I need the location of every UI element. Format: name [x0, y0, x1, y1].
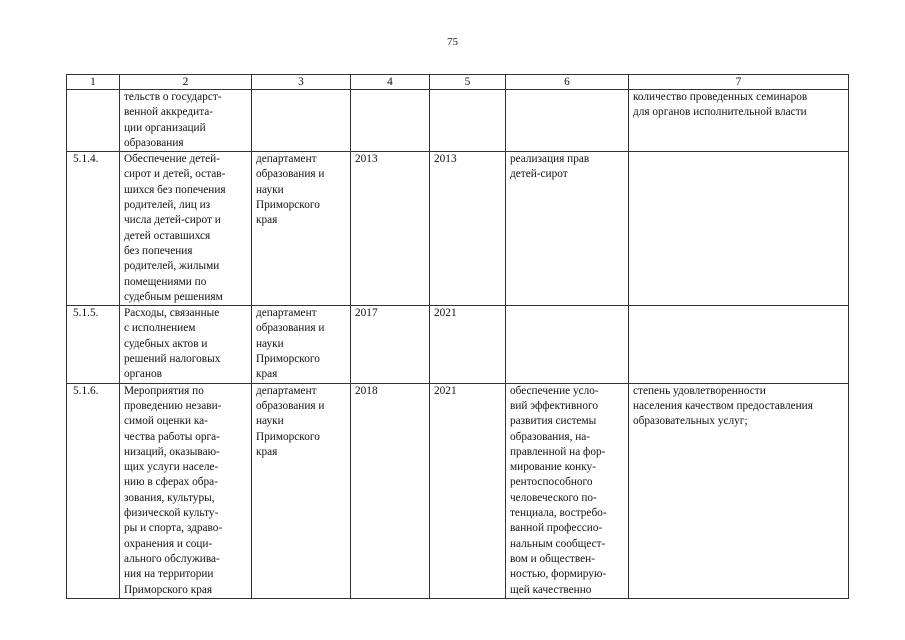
indicator-cell: [629, 90, 849, 152]
indicator-cell: [629, 152, 849, 306]
cell-text-line: физической культу-: [124, 507, 219, 520]
cell-text-line: Расходы, связанные: [124, 307, 220, 320]
cell-text-line: департамент: [256, 153, 317, 166]
cell-text-line: с исполнением: [124, 322, 196, 335]
cell-text-line: обеспечение усло-: [510, 384, 599, 397]
measures-table: [66, 74, 849, 599]
cell-text-line: детей-сирот: [510, 168, 568, 181]
cell-text-line: низаций, оказываю-: [124, 445, 220, 458]
table-row: [67, 306, 849, 383]
cell-text-line: нальным сообщест-: [510, 537, 606, 550]
cell-text-line: проведению незави-: [124, 399, 222, 412]
executor-cell: [252, 152, 351, 306]
cell-text-line: шихся без попечения: [124, 183, 226, 196]
table-row: [67, 90, 849, 152]
cell-text-line: тельств о государст-: [124, 91, 222, 103]
cell-text-line: ния на территории: [124, 568, 214, 581]
cell-text-line: ностью, формирую-: [510, 568, 607, 581]
cell-text-line: степень удовлетворенности: [633, 384, 766, 397]
cell-text-line: органов: [124, 368, 162, 381]
cell-text-line: судебных актов и: [124, 337, 208, 350]
page-number: 75: [447, 36, 458, 48]
end-year-cell: 2021: [430, 383, 506, 598]
cell-text-line: тенциала, востребо-: [510, 507, 607, 520]
cell-text-line: числа детей-сирот и: [124, 214, 221, 227]
table-row: [67, 383, 849, 598]
cell-text-line: образования и: [256, 322, 325, 335]
description-cell: [120, 383, 252, 598]
cell-text-line: ры и спорта, здраво-: [124, 522, 223, 535]
cell-text-line: симой оценки ка-: [124, 415, 208, 428]
result-cell: [506, 152, 629, 306]
end-year-cell: 2021: [430, 306, 506, 383]
item-number-cell: 5.1.6.: [67, 383, 120, 598]
item-number-cell: [67, 90, 120, 152]
indicator-cell: [629, 306, 849, 383]
executor-cell: [252, 383, 351, 598]
table-row: [67, 152, 849, 306]
cell-text-line: без попечения: [124, 244, 193, 257]
cell-text-line: ции организаций: [124, 121, 206, 134]
cell-text-line: Приморского: [256, 199, 320, 212]
cell-text-line: родителей, жилыми: [124, 260, 220, 273]
cell-text-line: решений налоговых: [124, 353, 221, 366]
cell-text-line: образования и: [256, 399, 325, 412]
cell-text-line: помещениями по: [124, 275, 207, 288]
cell-text-line: детей оставшихся: [124, 229, 211, 242]
start-year-cell: 2017: [351, 306, 430, 383]
table-header-row: [67, 75, 849, 90]
cell-text-line: нию в сферах обра-: [124, 476, 218, 489]
description-cell: [120, 152, 252, 306]
cell-text-line: ального обслужива-: [124, 552, 220, 565]
cell-text-line: образования и: [256, 168, 325, 181]
cell-text-line: департамент: [256, 307, 317, 320]
cell-text-line: образования: [124, 136, 184, 149]
cell-text-line: образовательных услуг;: [633, 415, 748, 428]
cell-text-line: венной аккредита-: [124, 106, 214, 119]
result-cell: [506, 306, 629, 383]
cell-text-line: развития системы: [510, 415, 597, 428]
cell-text-line: мирование конку-: [510, 461, 596, 474]
item-number-cell: 5.1.5.: [67, 306, 120, 383]
cell-text-line: человеческого по-: [510, 491, 597, 504]
cell-text-line: сирот и детей, остав-: [124, 168, 226, 181]
cell-text-line: щих услуги населе-: [124, 461, 219, 474]
column-header: 4: [351, 75, 430, 90]
cell-text-line: края: [256, 214, 278, 227]
executor-cell: [252, 306, 351, 383]
column-header: 2: [120, 75, 252, 90]
indicator-cell: [629, 383, 849, 598]
cell-text-line: науки: [256, 337, 284, 350]
cell-text-line: для органов исполнительной власти: [633, 106, 807, 119]
cell-text-line: населения качеством предоставления: [633, 399, 813, 412]
start-year-cell: 2013: [351, 152, 430, 306]
cell-text-line: охранения и соци-: [124, 537, 213, 550]
description-cell: [120, 90, 252, 152]
cell-text-line: департамент: [256, 384, 317, 397]
column-header: 3: [252, 75, 351, 90]
column-header: 6: [506, 75, 629, 90]
start-year-cell: [351, 90, 430, 152]
cell-text-line: вий эффективного: [510, 399, 598, 412]
cell-text-line: Мероприятия по: [124, 384, 204, 397]
cell-text-line: края: [256, 368, 278, 381]
cell-text-line: Обеспечение детей-: [124, 153, 220, 166]
description-cell: [120, 306, 252, 383]
end-year-cell: 2013: [430, 152, 506, 306]
cell-text-line: науки: [256, 183, 284, 196]
end-year-cell: [430, 90, 506, 152]
cell-text-line: ванной профессио-: [510, 522, 603, 535]
result-cell: [506, 90, 629, 152]
cell-text-line: правленной на фор-: [510, 445, 606, 458]
result-cell: [506, 383, 629, 598]
cell-text-line: реализация прав: [510, 153, 590, 166]
column-header: 5: [430, 75, 506, 90]
cell-text-line: края: [256, 445, 278, 458]
item-number-cell: 5.1.4.: [67, 152, 120, 306]
column-header: 1: [67, 75, 120, 90]
cell-text-line: родителей, лиц из: [124, 199, 211, 212]
executor-cell: [252, 90, 351, 152]
cell-text-line: Приморского: [256, 353, 320, 366]
cell-text-line: вом и обществен-: [510, 552, 595, 565]
cell-text-line: чества работы орга-: [124, 430, 220, 443]
cell-text-line: щей качественно: [510, 583, 592, 596]
cell-text-line: Приморского: [256, 430, 320, 443]
cell-text-line: судебным решениям: [124, 290, 223, 303]
cell-text-line: зования, культуры,: [124, 491, 215, 504]
cell-text-line: науки: [256, 415, 284, 428]
cell-text-line: Приморского края: [124, 583, 213, 596]
cell-text-line: рентоспособного: [510, 476, 593, 489]
cell-text-line: количество проведенных семинаров: [633, 91, 808, 103]
start-year-cell: 2018: [351, 383, 430, 598]
cell-text-line: образования, на-: [510, 430, 591, 443]
column-header: 7: [629, 75, 849, 90]
